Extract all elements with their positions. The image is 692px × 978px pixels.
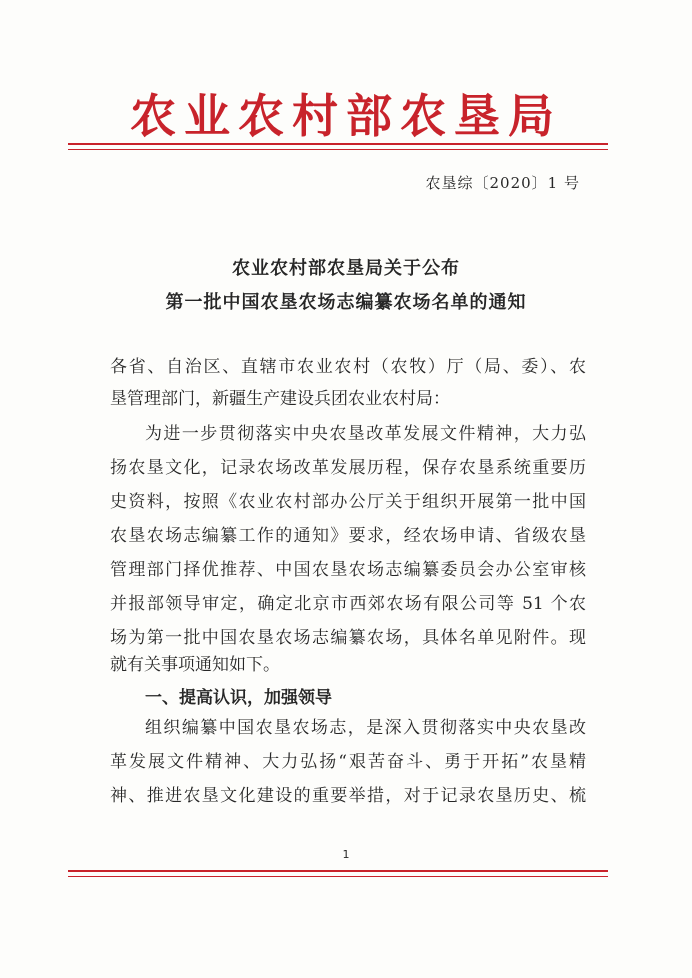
document-title-line-1: 农业农村部农垦局关于公布	[232, 258, 460, 279]
header-red-rule	[68, 143, 608, 145]
paragraph-1-line: 场为第一批中国农垦农场志编纂农场，具体名单见附件。现	[110, 628, 586, 648]
addressee-line-1: 各省、自治区、直辖市农业农村（农牧）厅（局、委）、农	[110, 357, 586, 377]
addressee-line-2: 垦管理部门，新疆生产建设兵团农业农村局：	[110, 389, 450, 409]
footer-red-rule	[68, 870, 608, 872]
footer-red-rule-thin	[68, 876, 608, 877]
page-number: 1	[342, 848, 350, 861]
header-red-rule-thin	[68, 149, 608, 150]
issuing-authority-header: 农业农村部农垦局	[130, 89, 562, 143]
paragraph-1-line: 史资料，按照《农业农村部办公厅关于组织开展第一批中国	[110, 492, 586, 512]
paragraph-2-line: 神、推进农垦文化建设的重要举措，对于记录农垦历史、梳	[110, 786, 586, 806]
document-title-line-2: 第一批中国农垦农场志编纂农场名单的通知	[165, 292, 527, 313]
paragraph-2-line: 革发展文件精神、大力弘扬“艰苦奋斗、勇于开拓”农垦精	[110, 752, 586, 772]
paragraph-2-line: 组织编纂中国农垦农场志，是深入贯彻落实中央农垦改	[145, 718, 586, 738]
paragraph-1-line: 扬农垦文化，记录农场改革发展历程，保存农垦系统重要历	[110, 458, 586, 478]
section-1-heading: 一、提高认识，加强领导	[145, 688, 332, 708]
paragraph-1-line: 为进一步贯彻落实中央农垦改革发展文件精神，大力弘	[145, 424, 586, 444]
paragraph-1-line: 并报部领导审定，确定北京市西郊农场有限公司等 51 个农	[110, 594, 586, 614]
document-number: 农垦综〔2020〕1 号	[425, 174, 580, 192]
paragraph-1-line: 就有关事项通知如下。	[110, 655, 280, 675]
paragraph-1-line: 农垦农场志编纂工作的通知》要求，经农场申请、省级农垦	[110, 526, 586, 546]
paragraph-1-line: 管理部门择优推荐、中国农垦农场志编纂委员会办公室审核	[110, 560, 586, 580]
